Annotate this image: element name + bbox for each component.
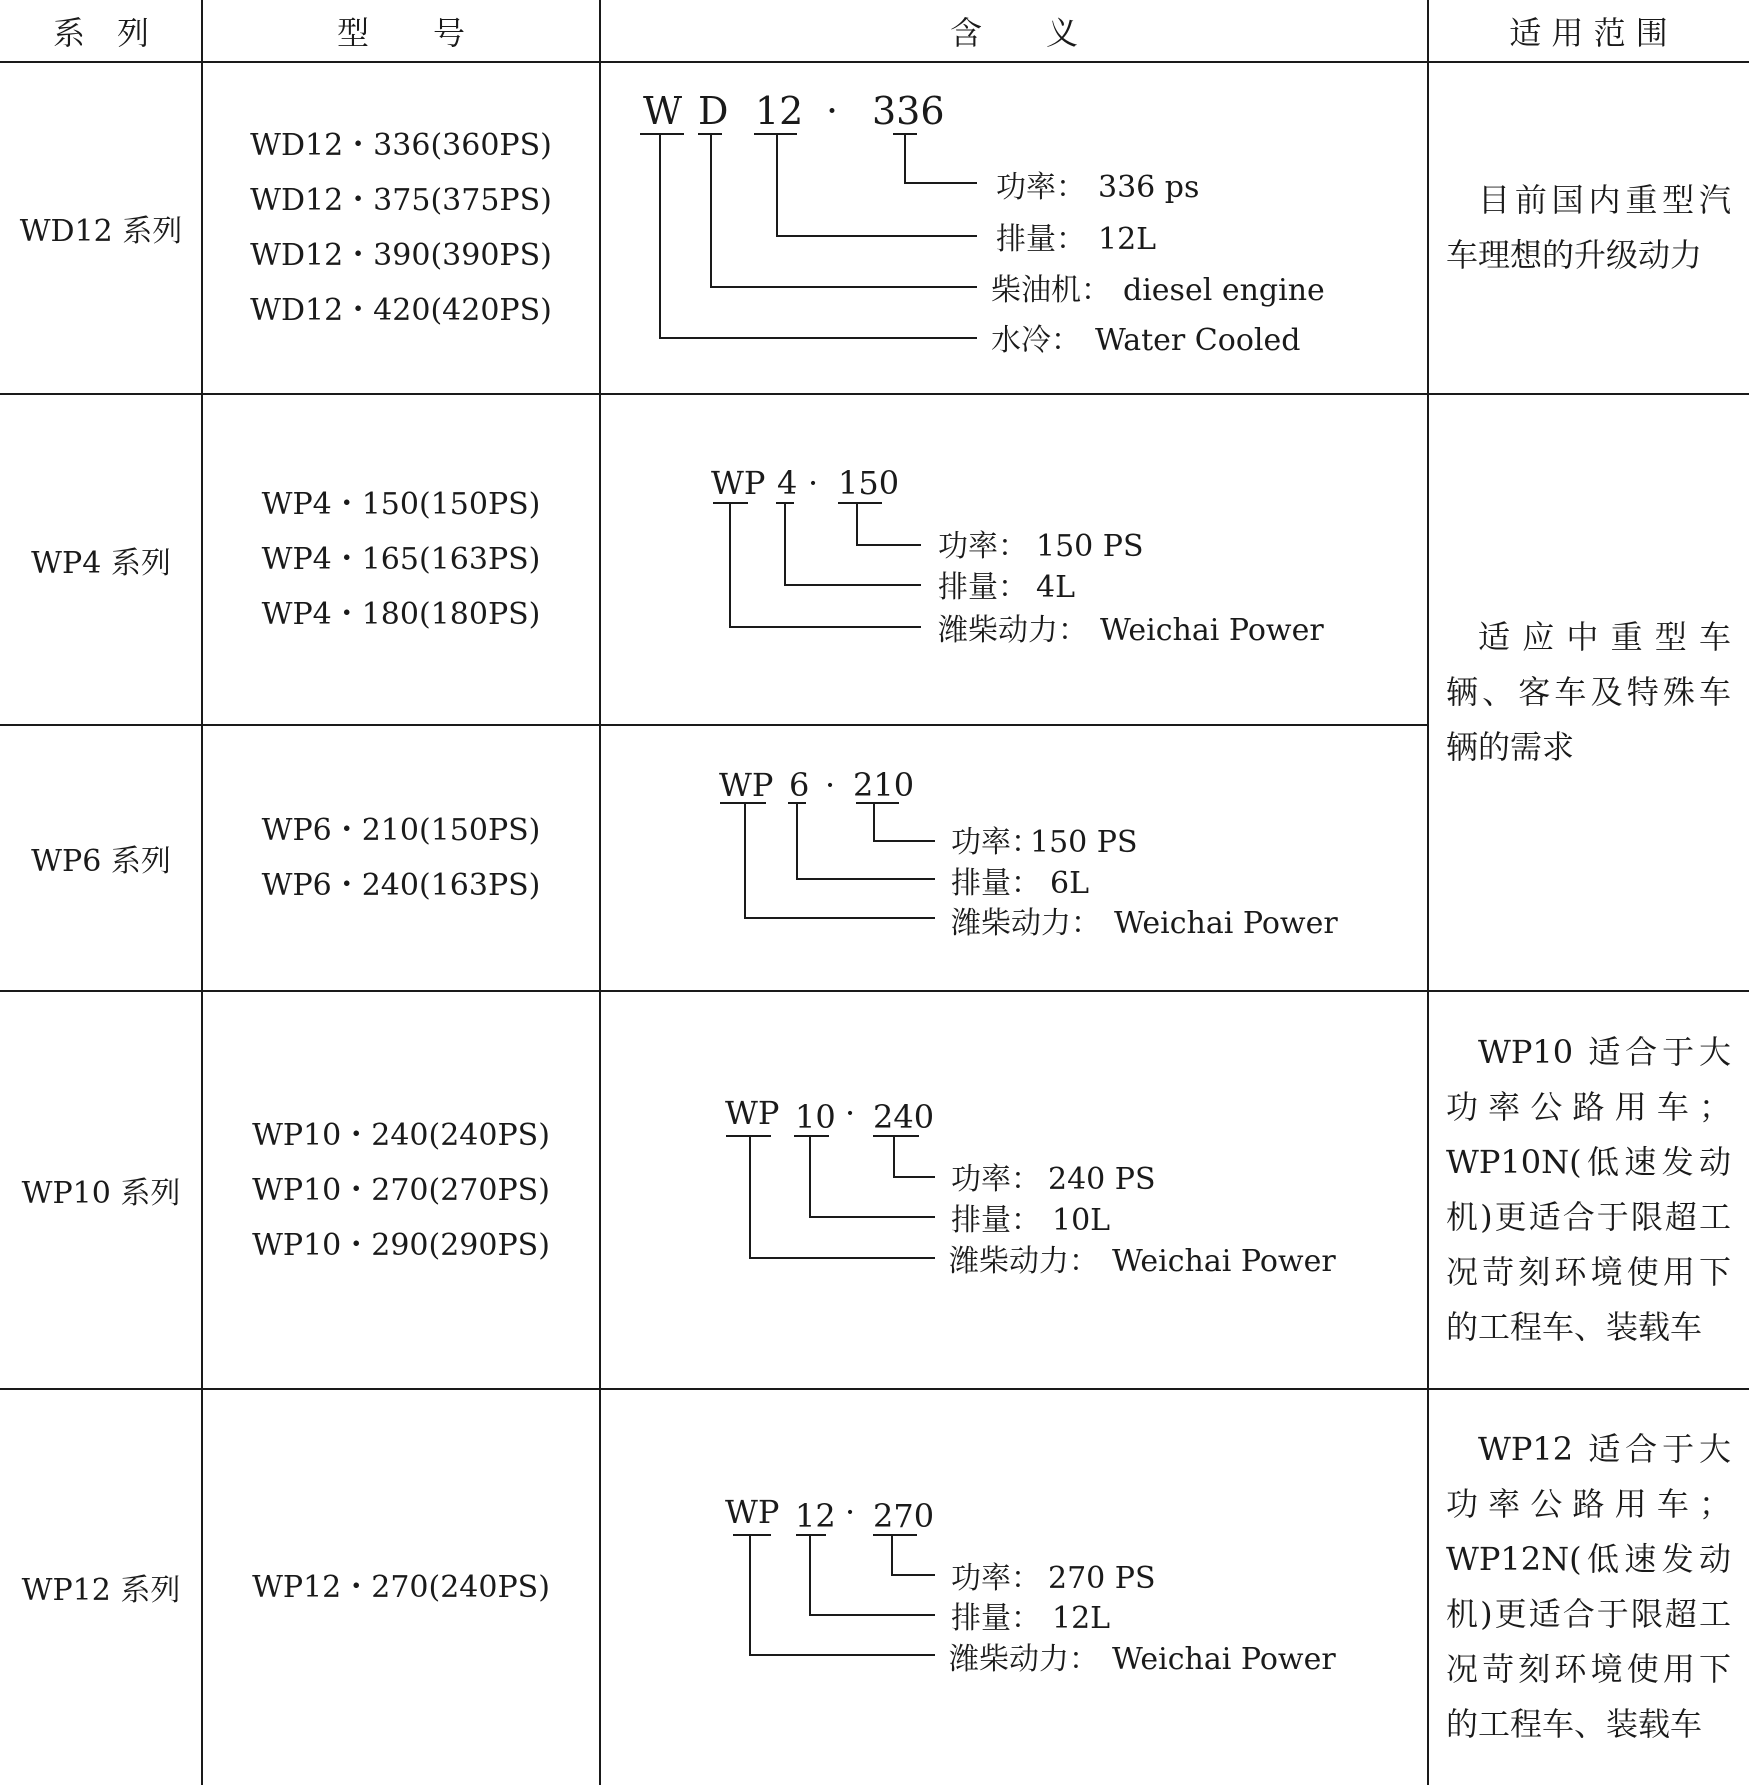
code-part: D [698, 89, 729, 133]
meaning-label: 功率： [938, 529, 1028, 564]
model-item: WP4・180(180PS) [261, 597, 541, 632]
meaning-value: 12L [1098, 222, 1157, 257]
code-part: · [845, 1094, 856, 1132]
meaning-value: diesel engine [1123, 273, 1325, 308]
header-meaning: 含 义 [949, 14, 1078, 52]
meaning-value: Weichai Power [1112, 1642, 1336, 1677]
code-part: 336 [872, 89, 945, 133]
meaning-value: 270 PS [1048, 1561, 1156, 1596]
code-part: 210 [853, 766, 915, 804]
model-item: WP4・150(150PS) [261, 487, 541, 522]
code-part: 12 [755, 89, 804, 133]
meaning-label: 功率： [951, 825, 1041, 860]
model-item: WP12・270(240PS) [252, 1569, 550, 1605]
model-item: WP6・240(163PS) [261, 868, 541, 903]
model-item: WP10・240(240PS) [252, 1117, 550, 1153]
meaning-value: 4L [1036, 570, 1076, 605]
code-part: · [826, 89, 839, 133]
meaning-label: 功率： [951, 1162, 1041, 1197]
code-part: WP [725, 1493, 780, 1531]
meaning-value: 10L [1052, 1203, 1111, 1238]
scope-text: WP10 适合于大功率公路用车；WP10N(低速发动机)更适合于限超工况苛刻环境使用下的工程车、装载车 [1446, 1033, 1731, 1346]
meaning-label: 排量： [951, 1601, 1041, 1636]
meaning-label: 功率： [996, 170, 1086, 205]
meaning-value: Water Cooled [1095, 323, 1301, 358]
meaning-label: 潍柴动力： [949, 1642, 1099, 1677]
meaning-value: 336 ps [1098, 170, 1200, 205]
scope-text: 目前国内重型汽车理想的升级动力 [1446, 181, 1731, 274]
meaning-value: 240 PS [1048, 1162, 1156, 1197]
code-part: 150 [838, 464, 900, 502]
series-wp12: WP12 系列 [21, 1573, 181, 1608]
meaning-label: 水冷： [991, 323, 1081, 358]
meaning-label: 柴油机： [991, 273, 1111, 308]
series-wp10: WP10 系列 [21, 1176, 181, 1211]
model-item: WD12・336(360PS) [250, 128, 552, 163]
meaning-value: 150 PS [1036, 529, 1144, 564]
scope-wp4-wp6 [1428, 394, 1749, 991]
code-part: 240 [873, 1098, 935, 1136]
meaning-value: Weichai Power [1114, 906, 1338, 941]
meaning-value: 150 PS [1030, 825, 1138, 860]
header-series: 系 列 [52, 14, 149, 52]
scope-wp12 [1428, 1389, 1749, 1785]
code-part: 4 [777, 464, 798, 502]
meaning-value: Weichai Power [1112, 1244, 1336, 1279]
meaning-label: 潍柴动力： [949, 1244, 1099, 1279]
meaning-label: 排量： [996, 222, 1086, 257]
header-scope: 适 用 范 围 [1509, 14, 1668, 52]
scope-wd12 [1428, 62, 1749, 394]
code-part: 6 [789, 766, 810, 804]
model-item: WD12・375(375PS) [250, 183, 552, 218]
series-wd12: WD12 系列 [19, 214, 183, 249]
model-item: WP10・290(290PS) [252, 1227, 550, 1263]
series-wp6: WP6 系列 [31, 844, 171, 879]
meaning-label: 排量： [951, 866, 1041, 901]
code-part: 10 [795, 1098, 836, 1136]
meaning-label: 排量： [938, 570, 1028, 605]
meaning-label: 潍柴动力： [938, 613, 1088, 648]
series-wp4: WP4 系列 [31, 545, 171, 581]
meaning-label: 功率： [951, 1561, 1041, 1596]
code-part: 12 [795, 1497, 836, 1535]
code-part: · [845, 1493, 856, 1531]
model-item: WD12・420(420PS) [250, 293, 552, 328]
code-part: W [643, 89, 683, 133]
scope-wp10 [1428, 991, 1749, 1389]
code-part: WP [719, 766, 774, 804]
code-part: · [825, 766, 836, 804]
code-part: WP [725, 1094, 780, 1132]
meaning-value: 12L [1052, 1601, 1111, 1636]
model-item: WD12・390(390PS) [250, 238, 552, 273]
meaning-label: 潍柴动力： [951, 906, 1101, 941]
model-item: WP10・270(270PS) [252, 1172, 550, 1208]
header-model: 型 号 [336, 14, 465, 52]
meaning-label: 排量： [951, 1203, 1041, 1238]
model-item: WP4・165(163PS) [261, 542, 541, 577]
code-part: · [808, 464, 819, 502]
code-part: WP [711, 464, 766, 502]
code-part: 270 [873, 1497, 935, 1535]
scope-text: 适应中重型车辆、客车及特殊车辆的需求 [1446, 618, 1731, 766]
meaning-value: 6L [1050, 866, 1090, 901]
meaning-value: Weichai Power [1100, 613, 1324, 648]
scope-text: WP12 适合于大功率公路用车；WP12N(低速发动机)更适合于限超工况苛刻环境使用下的工程车、装载车 [1446, 1430, 1731, 1743]
model-item: WP6・210(150PS) [261, 813, 541, 848]
